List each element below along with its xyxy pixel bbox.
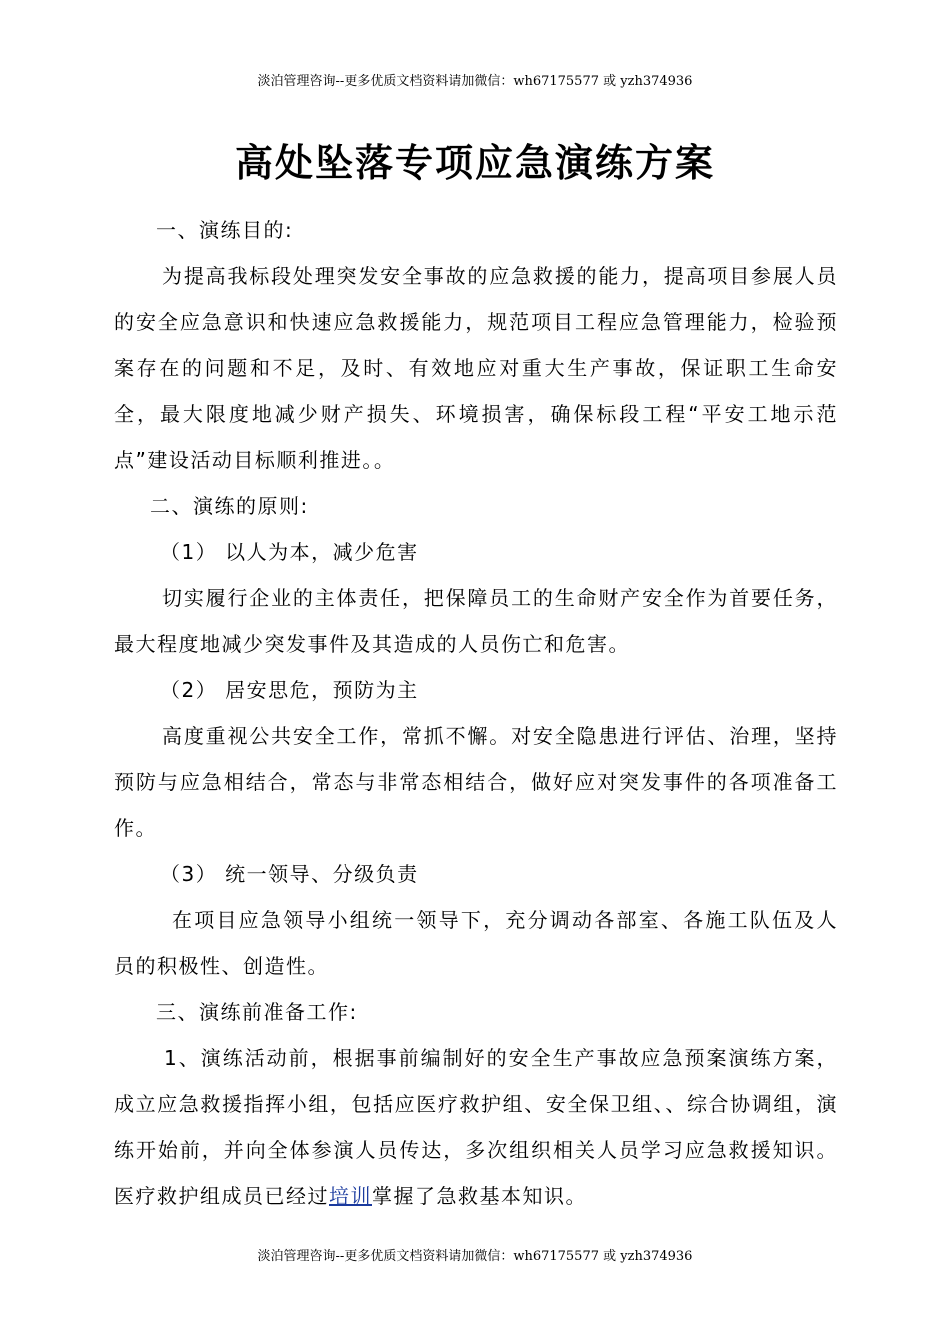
paragraph-preparation-text-b: 掌握了急救基本知识。 [372,1184,587,1208]
paragraph-purpose: 为提高我标段处理突发安全事故的应急救援的能力，提高项目参展人员的安全应急意识和快速应急救援能力，规范项目工程应急管理能力，检验预案存在的问题和不足，及时、有效地应对重大生产事故，保证职工生命安全，最大限度地减少财产损失、环境损害，确保标段工程“平安工地示范点”建设活动目标顺利推进。。 [114,264,838,472]
paragraph-principle-2: 高度重视公共安全工作，常抓不懈。对安全隐患进行评估、治理，坚持预防与应急相结合，常态与非常态相结合，做好应对突发事件的各项准备工作。 [114,724,838,840]
page-header: 淡泊管理咨询--更多优质文档资料请加微信：wh67175577 或 yzh374936 [257,74,693,89]
page-footer: 淡泊管理咨询--更多优质文档资料请加微信：wh67175577 或 yzh374936 [257,1249,693,1264]
section-heading-purpose: 一、演练目的: [156,218,294,242]
section-heading-preparation: 三、演练前准备工作: [156,1000,358,1024]
training-link[interactable]: 培训 [329,1184,372,1208]
document-title: 高处坠落专项应急演练方案 [234,140,715,185]
principle-heading-3: （3） 统一领导、分级负责 [160,862,419,886]
principle-heading-1: （1） 以人为本，减少危害 [160,540,419,564]
principle-heading-2: （2） 居安思危，预防为主 [160,678,419,702]
paragraph-principle-3: 在项目应急领导小组统一领导下，充分调动各部室、各施工队伍及人员的积极性、创造性。 [114,908,838,978]
section-heading-principles: 二、演练的原则: [150,494,309,518]
paragraph-principle-1: 切实履行企业的主体责任，把保障员工的生命财产安全作为首要任务，最大程度地减少突发事件及其造成的人员伤亡和危害。 [114,586,838,656]
paragraph-preparation [114,1035,838,1219]
document-body [114,207,838,1219]
paragraph-preparation-text-a: 1、演练活动前，根据事前编制好的安全生产事故应急预案演练方案，成立应急救援指挥小组，包括应医疗救护组、安全保卫组、、综合协调组，演练开始前，并向全体参演人员传达，多次组织相关人员学习应急救援知识。医疗救护组成员已经过 [114,1046,838,1208]
